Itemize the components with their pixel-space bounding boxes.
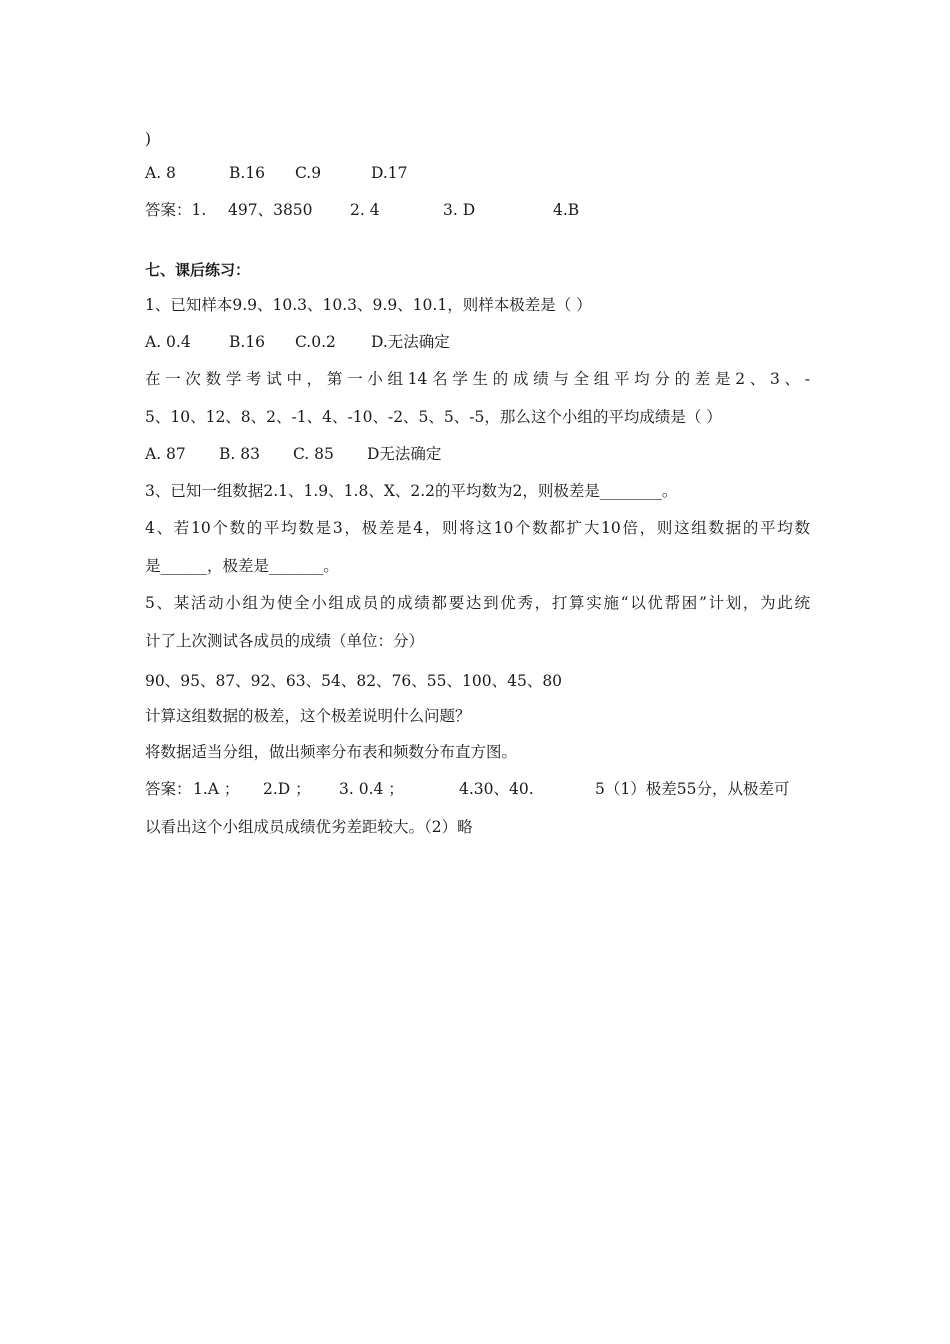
question-4-line-1: 4、若10个数的平均数是3，极差是4，则将这10个数都扩大10倍，则这组数据的平均数: [145, 519, 810, 537]
option-a: A. 0.4: [145, 333, 191, 351]
final-answers: [145, 778, 810, 800]
option-c: C. 85: [293, 445, 334, 463]
question-5-line-1: 5、某活动小组为使全小组成员的成绩都要达到优秀，打算实施“以优帮困”计划，为此统: [145, 594, 810, 612]
prev-options: [145, 162, 810, 184]
question-2-options: [145, 443, 810, 465]
answer-5: 5（1）极差55分，从极差可: [595, 780, 790, 798]
question-5-data: 90、95、87、92、63、54、82、76、55、100、45、80: [145, 672, 563, 690]
question-2-line-1: 在一次数学考试中，第一小组14名学生的成绩与全组平均分的差是2、3、-: [145, 370, 810, 388]
answer-2: 2.D ；: [263, 780, 311, 798]
answer-3: 3. 0.4 ；: [339, 780, 404, 798]
question-5-sub-2: 将数据适当分组，做出频率分布表和频数分布直方图。: [145, 743, 518, 761]
option-c: C.0.2: [295, 333, 336, 351]
question-1: 1、已知样本9.9、10.3、10.3、9.9、10.1，则样本极差是（ ）: [145, 296, 592, 314]
answer-3: 3. D: [443, 201, 476, 219]
option-d: D.无法确定: [371, 333, 450, 351]
option-b: B. 83: [219, 445, 260, 463]
question-2-line-2: 5、10、12、8、2、-1、4、-10、-2、5、5、-5，那么这个小组的平均成绩是（ ）: [145, 408, 722, 426]
closing-paren: ): [145, 130, 152, 148]
answer-1: 1.A ；: [193, 780, 240, 798]
question-5-line-2: 计了上次测试各成员的成绩（单位：分）: [145, 632, 425, 650]
option-a: A. 8: [145, 164, 176, 182]
section-title: 七、课后练习：: [145, 261, 251, 279]
option-d: D无法确定: [367, 445, 442, 463]
final-answers-line-2: 以看出这个小组成员成绩优劣差距较大。（2）略: [145, 818, 473, 836]
answer-label: 答案：1.: [145, 201, 207, 219]
question-5-sub-1: 计算这组数据的极差，这个极差说明什么问题？: [145, 707, 471, 725]
prev-answers: [145, 199, 810, 221]
option-b: B.16: [229, 333, 266, 351]
answer-1: 497、3850: [228, 201, 313, 219]
answer-4: 4.B: [553, 201, 580, 219]
option-b: B.16: [229, 164, 266, 182]
answer-2: 2. 4: [350, 201, 380, 219]
option-d: D.17: [371, 164, 408, 182]
option-c: C.9: [295, 164, 322, 182]
question-1-options: [145, 331, 810, 353]
question-3: 3、已知一组数据2.1、1.9、1.8、X、2.2的平均数为2，则极差是________。: [145, 482, 678, 500]
option-a: A. 87: [145, 445, 186, 463]
question-4-line-2: 是______，极差是_______。: [145, 557, 339, 575]
answers-label: 答案：: [145, 780, 192, 798]
answer-4: 4.30、40.: [459, 780, 534, 798]
